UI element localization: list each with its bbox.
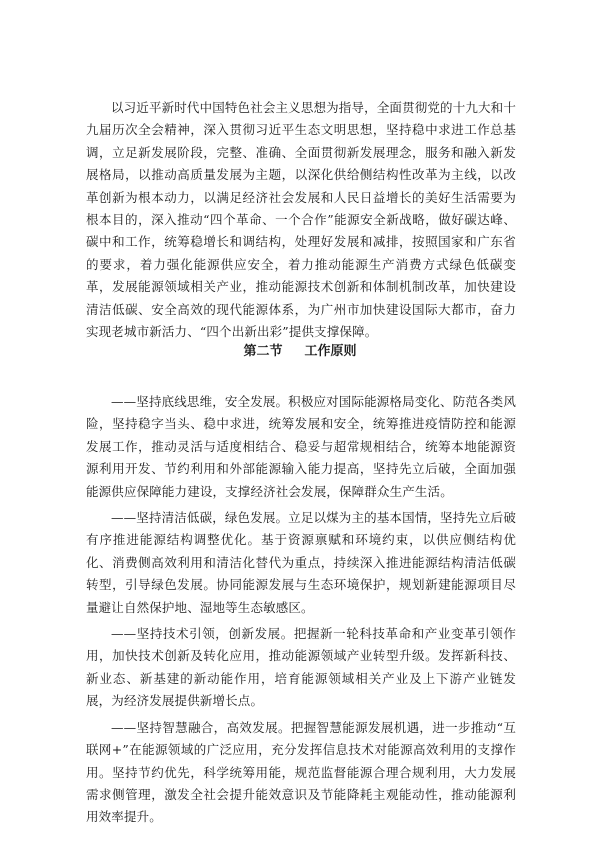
- section-number: 第二节: [243, 344, 283, 359]
- section-heading: [0, 342, 600, 362]
- section-title: 工作原则: [304, 344, 357, 359]
- principle-paragraph-innovation: ——坚持技术引领，创新发展。把握新一轮科技革命和产业变革引领作用，加快技术创新及转化应用，推动能源领域产业转型升级。发挥新科技、新业态、新基建的新动能作用，培育能源领域相关产业及上下游产业链发展，为经济发展提供新增长点。: [86, 626, 516, 709]
- intro-section: [86, 97, 516, 343]
- principle-paragraph-smart: ——坚持智慧融合，高效发展。把握智慧能源发展机遇，进一步推动“互联网+”在能源领域的广泛应用，充分发挥信息技术对能源高效利用的支撑作用。坚持节约优先，科学统筹用能，规范监督能源合理合规利用，大力发展需求侧管理，激发全社会提升能效意识及节能降耗主观能动性，推动能源利用效率提升。: [86, 719, 516, 825]
- intro-paragraph: 以习近平新时代中国特色社会主义思想为指导，全面贯彻党的十九大和十九届历次全会精神，深入贯彻习近平生态文明思想，坚持稳中求进工作总基调，立足新发展阶段，完整、准确、全面贯彻新发展理念，服务和融入新发展格局，以推动高质量发展为主题，以深化供给侧结构性改革为主线，以改革创新为根本动力，以满足经济社会发展和人民日益增长的美好生活需要为根本目的，深入推动“四个革命、一个合作”能源安全新战略，做好碳达峰、碳中和工作，统筹稳增长和调结构，处理好发展和减排，按照国家和广东省的要求，着力强化能源供应安全，着力推动能源生产消费方式绿色低碳变革，发展能源领域相关产业，推动能源技术创新和体制机制改革，加快建设清洁低碳、安全高效的现代能源体系，为广州市加快建设国际大都市，奋力实现老城市新活力、“四个出新出彩”提供支撑保障。: [86, 100, 516, 340]
- principle-paragraph-safety: ——坚持底线思维，安全发展。积极应对国际能源格局变化、防范各类风险，坚持稳字当头、稳中求进，统筹发展和安全，统筹推进疫情防控和能源发展工作，推动灵活与适度相结合、稳妥与超常规相结合，统筹本地能源资源利用开发、节约利用和外部能源输入能力提高，坚持先立后破，全面加强能源供应保障能力建设，支撑经济社会发展，保障群众生产生活。: [86, 394, 516, 499]
- principles-list: [86, 391, 516, 829]
- principle-paragraph-green: ——坚持清洁低碳，绿色发展。立足以煤为主的基本国情，坚持先立后破有序推进能源结构调整优化。基于资源禀赋和环境约束，以供应侧结构优化、消费侧高效利用和清洁化替代为重点，持续深入推进能源结构清洁低碳转型，引导绿色发展。协同能源发展与生态环境保护，规划新建能源项目尽量避让自然保护地、湿地等生态敏感区。: [86, 510, 516, 615]
